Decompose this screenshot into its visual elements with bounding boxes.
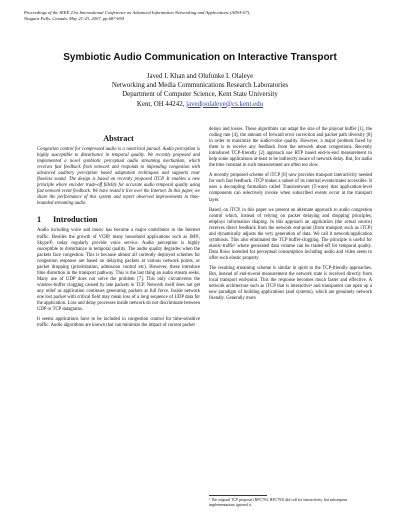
- author-address-text: Kent, OH 44242,: [136, 100, 187, 108]
- section-number: 1: [37, 215, 42, 225]
- section-heading-introduction: [37, 215, 200, 224]
- proceedings-header: [24, 10, 324, 22]
- abstract-text: Congestion control for compressed audio is a nontrivial pursuit. Audio perception is highly susceptible to disturbance in temporal quality. We recently proposed and implemented a novel symbiotic perceptual audio streaming mechanism, which receives fast feedback from network and responds to impending congestion with advanced auditory perception based adaptation techniques and supports near flawless sound. The design is based on recently proposed iTCP. It enables a new principle where encoder trade-off fidelity for accurate audio temporal quality using fast network event feedback. We have tested it live over the Internet. In this paper, we share the performance of this system and report observed improvements in time-bounded streaming audio.: [37, 147, 200, 207]
- author-lab: Networking and Media Communications Research Laboratories: [111, 82, 289, 90]
- right-paragraph-3: Based, on iTCP, in this paper we present an alternate approach to audio congestion control which, instead of relying on packet delaying and dropping principles, employs information shaping. In this approach an application (the actual source) receives direct feedback from the network end-point (from transport such as iTCP) and dynamically adjusts the very generation of data. We call it network/application symbiosis. This also eliminated the TCP buffer-clogging. The principle is useful for elastic-traffic¹ where generated data volume can be traded-off for temporal quality. Data flows intended for perceptual consumption including audio and video seem to offer such elastic property.: [209, 207, 372, 261]
- author-names: Javed I. Khan and Olufunke I. Olaleye: [146, 73, 254, 80]
- proceedings-line-2: Niagara Falls, Canada, May 21-23, 2007, pp.687-694: [24, 16, 124, 21]
- footnote: ¹ The original TCP proposal (RFC793, RFC793) did call for interactivity, but subsequent implementations ignored it.: [209, 498, 348, 507]
- intro-paragraph-1: Audio including voice and music has become a major contributor to the Internet traffic. Besides the growth of VOIP, many household applications such as IM®, Skype®, today regularly provide voice service. Audio perception is highly susceptible to disturbance in temporal quality. The audio quality degrades when the packets face congestion. This is because almost all currently deployed schemes for congestion response are based on delaying packets at various network points, or packet dropping (prioritization, admission control etc). However, these introduce time distortion in the transport pathway. This is the last thing an audio stream seeks. Many use of UDP does not solve the problem [7]. This only circumvents the window-buffer clogging caused by late packets in TCP. Network itself does not get any relief as application continues generating packets at full force. Inside network one lost packet with critical field may mean loss of a long sequence of UDP data for the application. Loss and delay processes inside network do not discriminate between UDP or TCP datagrams.: [37, 228, 200, 313]
- author-block: [0, 72, 400, 109]
- paper-title: Symbiotic Audio Communication on Interactive Transport: [63, 52, 337, 63]
- right-paragraph-2: A recently proposed scheme of iTCP [6] now provides transport interactivity needed for such fast feedback. iTCP makes a subset of its internal events/states accessible. It uses a decoupling formalism called Transientware (T-ware) that application-level components can selectively invoke when subscribed events occur at the transport layer.: [209, 173, 372, 203]
- section-title: Introduction: [53, 215, 98, 225]
- author-dept: Department of Computer Science, Kent State University: [122, 91, 278, 99]
- abstract-heading: Abstract: [103, 134, 134, 143]
- right-paragraph-4: The resulting streaming scheme is similar in spirit to the TCP-friendly approaches. But, instead of end-to-end measurement the network state is received directly from local transport end-point. This the response becomes much faster and effective. A network architecture such as iTCP that is interactive¹ and transparent can open up a new paradigm of building applications (and systems), which are genuinely network friendly. Generally more: [209, 265, 372, 302]
- left-column: [37, 134, 200, 333]
- author-address: [0, 100, 400, 109]
- right-paragraph-1: delays and losses. These algorithms can adapt the size of the playout buffer [1], the coding rate [4], the amount of forward error correction and packet path diversity [8] in order to maximize the audio/voice quality. However, a major problem faced by them is to receive any feedback from the network about congestions. Recently introduced TCP-friendly [2] approach use RTP based end-to-end measurement to help some applications at-least to be indirectly aware of network delay. But, for audio the time constant in such measurement are often too slow.: [209, 127, 372, 169]
- right-column: [209, 127, 372, 306]
- footnote-divider: [209, 495, 267, 496]
- author-email-link[interactable]: javed|oolaleye@cs.kent.edu: [186, 100, 264, 108]
- intro-paragraph-2: It seems applications have to be included in congestion control for time-sensitive traffic. Audio algorithms are known that can minimize the impact of current packet: [37, 317, 200, 329]
- proceedings-line-1: Proceedings of the IEEE 21st International Conference on Advanced Information Networking and Applications (AINA-07),: [24, 10, 251, 15]
